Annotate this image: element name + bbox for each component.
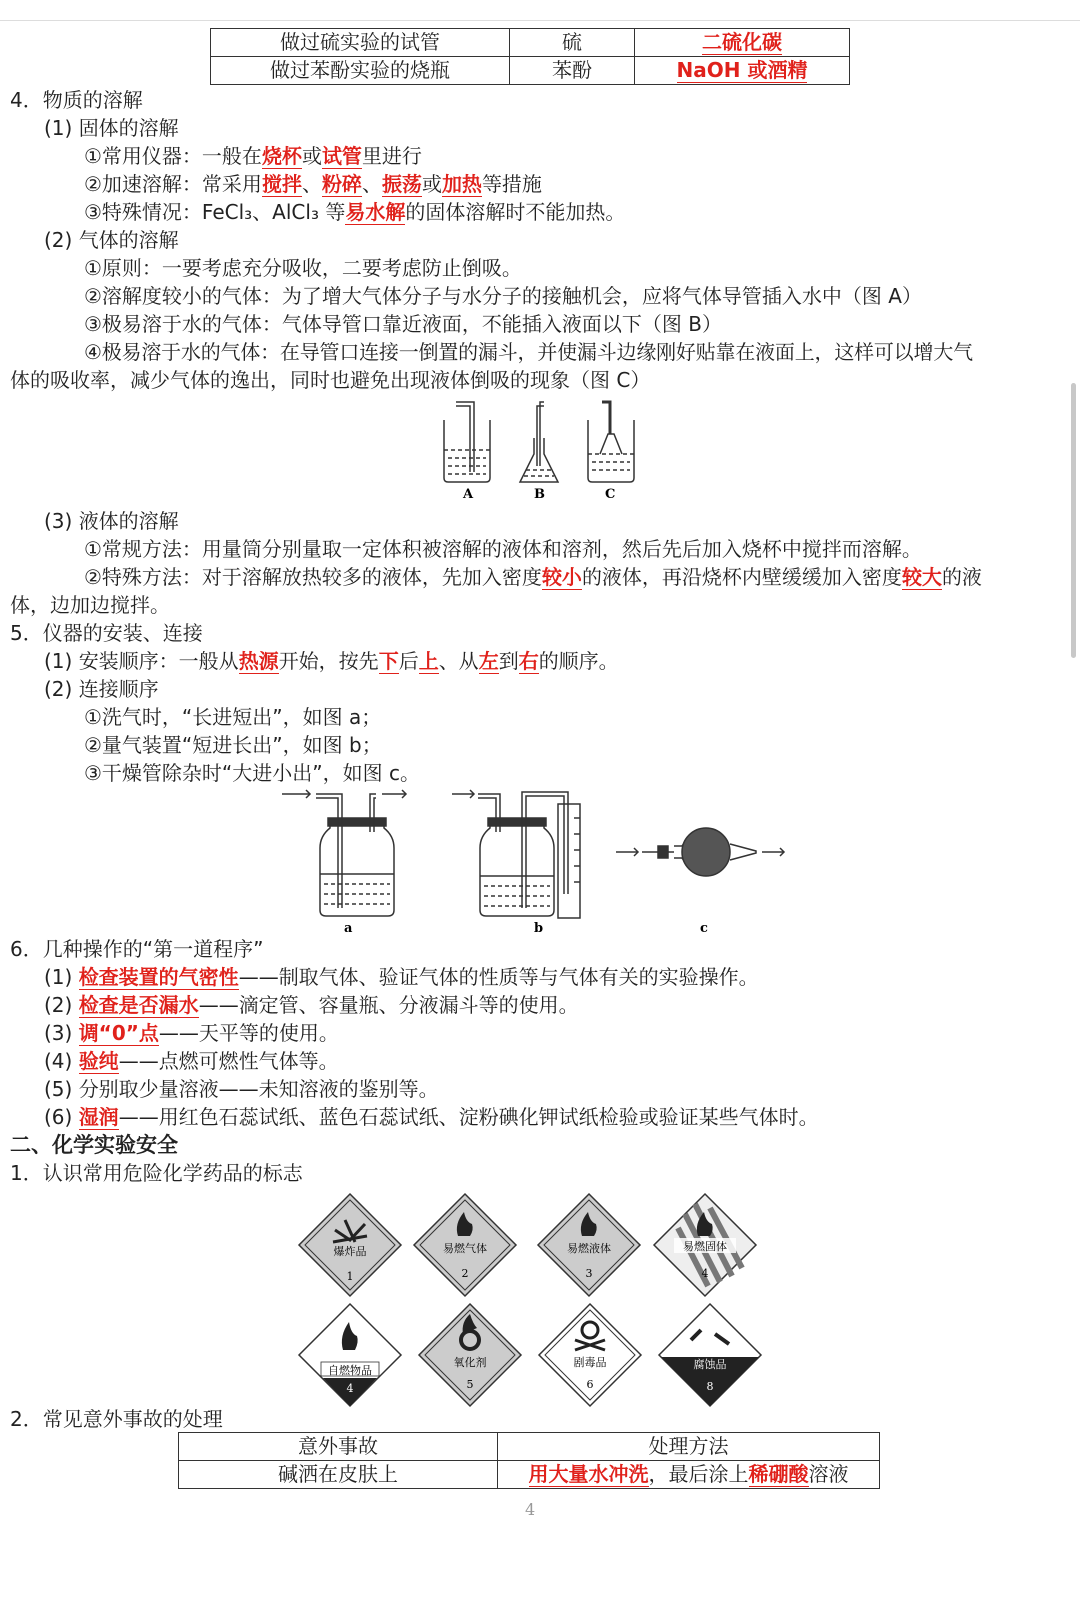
safety-title: 二、化学实验安全 xyxy=(10,1133,178,1157)
flask-b xyxy=(520,402,558,482)
text-line: ①常规方法：用量筒分别量取一定体积被溶解的液体和溶剂，然后先后加入烧杯中搅拌而溶解。 xyxy=(84,537,922,561)
spontaneous-combustion-sign xyxy=(299,1304,401,1406)
text-line: ①洗气时，“长进短出”，如图 a； xyxy=(84,705,382,729)
table-row xyxy=(211,57,850,85)
text-line: 体的吸收率，减少气体的逸出，同时也避免出现液体倒吸的现象（图 C） xyxy=(10,368,651,392)
table-cell: 苯酚 xyxy=(510,57,635,85)
scrollbar[interactable] xyxy=(1071,383,1076,658)
table-cell: 碱洒在皮肤上 xyxy=(179,1461,498,1489)
table-header-row xyxy=(179,1433,880,1461)
section-4-title: 4．物质的溶解 xyxy=(10,88,143,112)
safety-sub2: 2．常见意外事故的处理 xyxy=(10,1407,223,1431)
sign-number: 5 xyxy=(466,1378,474,1391)
beaker-c xyxy=(588,402,634,482)
table-cell: 用大量水冲洗，最后涂上稀硼酸溶液 xyxy=(498,1461,880,1489)
text-line: ①原则：一要考虑充分吸收，二要考虑防止倒吸。 xyxy=(84,256,522,280)
answer-text: 二硫化碳 xyxy=(702,30,782,54)
text-line: ②量气装置“短进长出”，如图 b； xyxy=(84,733,382,757)
sign-number: 4 xyxy=(346,1382,354,1395)
flammable-liquid-sign xyxy=(538,1194,640,1296)
list-item: (4) 验纯——点燃可燃性气体等。 xyxy=(44,1049,339,1073)
solid-dissolve-title: (1) 固体的溶解 xyxy=(44,116,179,140)
top-divider xyxy=(0,20,1080,21)
sign-label: 易燃气体 xyxy=(443,1242,487,1255)
flammable-solid-sign xyxy=(654,1194,756,1296)
sign-label: 易燃固体 xyxy=(683,1240,727,1253)
liquid-dissolve-title: (3) 液体的溶解 xyxy=(44,509,179,533)
sign-number: 3 xyxy=(585,1267,593,1280)
drying-tube-c xyxy=(616,828,784,876)
hazard-signs xyxy=(295,1190,765,1410)
sign-label: 爆炸品 xyxy=(333,1245,367,1258)
text-line: ①常用仪器：一般在烧杯或试管里进行 xyxy=(84,144,422,168)
text-line: ②特殊方法：对于溶解放热较多的液体，先加入密度较小的液体，再沿烧杯内壁缓缓加入密度较大的液 xyxy=(84,565,982,589)
toxic-sign xyxy=(539,1304,641,1406)
sign-label: 易燃液体 xyxy=(567,1242,611,1255)
text-line: ③极易溶于水的气体：气体导管口靠近液面，不能插入液面以下（图 B） xyxy=(84,312,723,336)
corrosive-sign xyxy=(659,1304,761,1406)
beaker-a xyxy=(444,402,490,482)
list-item: (6) 湿润——用红色石蕊试纸、蓝色石蕊试纸、淀粉碘化钾试纸检验或验证某些气体时。 xyxy=(44,1105,819,1129)
table-cell: 硫 xyxy=(510,29,635,57)
table-cell xyxy=(635,29,850,57)
accident-table xyxy=(178,1432,880,1489)
sign-label: 腐蚀品 xyxy=(693,1358,727,1371)
text-line: (1) 安装顺序：一般从热源开始，按先下后上、从左到右的顺序。 xyxy=(44,649,619,673)
text-line: ③干燥管除杂时“大进小出”，如图 c。 xyxy=(84,761,421,785)
sign-number: 6 xyxy=(586,1378,594,1391)
sign-number: 8 xyxy=(706,1380,714,1393)
table-header: 处理方法 xyxy=(498,1433,880,1461)
figure-label: c xyxy=(700,921,708,936)
wash-bottle-a xyxy=(282,790,406,916)
figure-label: a xyxy=(344,921,353,936)
answer-text: NaOH 或酒精 xyxy=(676,58,808,82)
safety-sub1: 1．认识常用危险化学药品的标志 xyxy=(10,1161,303,1185)
sign-label: 自燃物品 xyxy=(328,1364,372,1377)
table-row xyxy=(179,1461,880,1489)
sign-label: 氧化剂 xyxy=(453,1356,487,1369)
table-header: 意外事故 xyxy=(179,1433,498,1461)
page-number: 4 xyxy=(525,1500,536,1519)
text-line: ④极易溶于水的气体：在导管口连接一倒置的漏斗，并使漏斗边缘刚好贴靠在液面上，这样可以增大气 xyxy=(84,340,973,364)
table-row xyxy=(211,29,850,57)
explosive-sign xyxy=(299,1194,401,1296)
text-line: ③特殊情况：FeCl₃、AlCl₃ 等易水解的固体溶解时不能加热。 xyxy=(84,200,626,224)
sign-number: 2 xyxy=(461,1267,469,1280)
apparatus-figure xyxy=(278,784,798,936)
figure-label: C xyxy=(605,487,616,502)
gas-absorption-figure xyxy=(430,398,660,506)
list-item: (1) 检查装置的气密性——制取气体、验证气体的性质等与气体有关的实验操作。 xyxy=(44,965,759,989)
list-item: (5) 分别取少量溶液——未知溶液的鉴别等。 xyxy=(44,1077,439,1101)
figure-label: b xyxy=(534,921,544,936)
table-cell: 做过苯酚实验的烧瓶 xyxy=(211,57,510,85)
text-line: 体，边加边搅拌。 xyxy=(10,593,170,617)
list-item: (3) 调“0”点——天平等的使用。 xyxy=(44,1021,339,1045)
figure-label: A xyxy=(463,487,474,502)
gas-dissolve-title: (2) 气体的溶解 xyxy=(44,228,179,252)
figure-label: B xyxy=(534,487,545,502)
section-5-title: 5．仪器的安装、连接 xyxy=(10,621,203,645)
cleaning-table xyxy=(210,28,850,85)
text-line: ②加速溶解：常采用搅拌、粉碎、振荡或加热等措施 xyxy=(84,172,542,196)
sign-label: 剧毒品 xyxy=(573,1356,607,1369)
flammable-gas-sign xyxy=(414,1194,516,1296)
sign-number: 1 xyxy=(346,1270,354,1283)
text-line: (2) 连接顺序 xyxy=(44,677,159,701)
section-6-title: 6．几种操作的“第一道程序” xyxy=(10,937,264,961)
table-cell xyxy=(635,57,850,85)
text-line: ②溶解度较小的气体：为了增大气体分子与水分子的接触机会，应将气体导管插入水中（图 A） xyxy=(84,284,922,308)
list-item: (2) 检查是否漏水——滴定管、容量瓶、分液漏斗等的使用。 xyxy=(44,993,579,1017)
sign-number: 4 xyxy=(701,1267,709,1280)
oxidizer-sign xyxy=(419,1304,521,1406)
table-cell: 做过硫实验的试管 xyxy=(211,29,510,57)
gas-measure-b xyxy=(452,790,580,918)
